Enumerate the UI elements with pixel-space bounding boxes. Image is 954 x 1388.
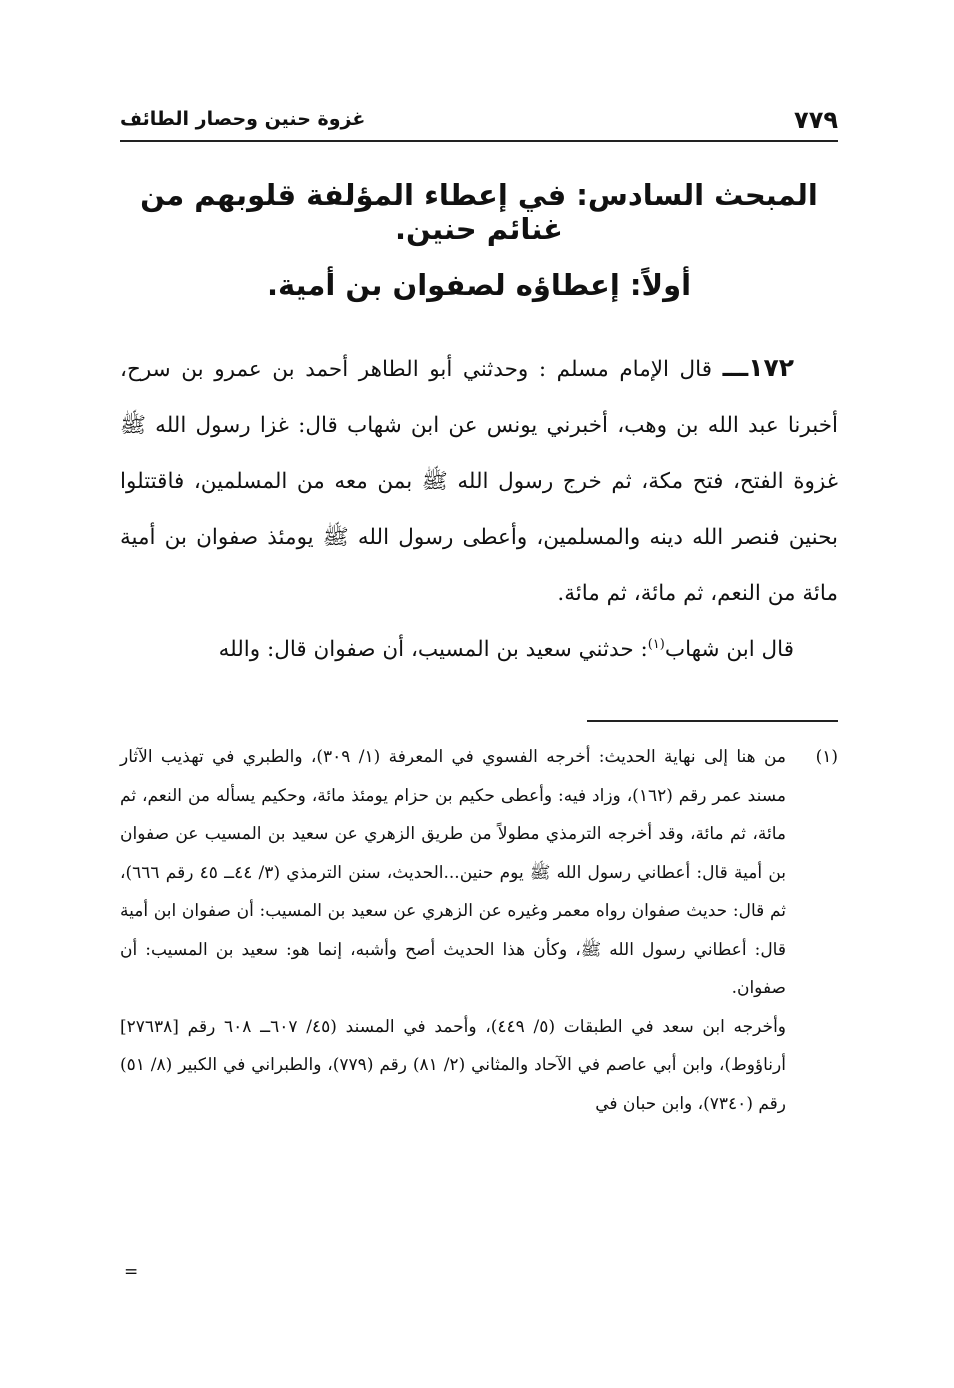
- subsection-heading: أولاً: إعطاؤه لصفوان بن أمية.: [266, 268, 692, 302]
- footnotes: [120, 738, 838, 1123]
- footnote-1-continued: وأخرجه ابن سعد في الطبقات (٥/ ٤٤٩)، وأحمد في المسند (٤٥/ ٦٠٧ــ ٦٠٨ رقم [٢٧٦٣٨] أرناؤوط)، وابن أبي عاصم في الآحاد والمثاني (٢/ ٨١) رقم (٧٧٩)، والطبراني في الكبير (٨/ ٥١) رقم (٧٣٤٠)، وابن حبان في: [120, 1016, 786, 1114]
- paragraph-2-start: قال ابن شهاب: [664, 637, 794, 662]
- footnote-1: [120, 738, 838, 1008]
- paragraph-1-text: قال الإمام مسلم : وحدثني أبو الطاهر أحمد بن عمرو بن سرح، أخبرنا عبد الله بن وهب، أخبرني يونس عن ابن شهاب قال: غزا رسول الله ﷺ غزوة الفتح، فتح مكة، ثم خرج رسول الله ﷺ بمن معه من المسلمين، فاقتتلوا بحنين فنصر الله دينه والمسلمين، وأعطى رسول الله ﷺ يومئذ صفوان بن أمية مائة من النعم، ثم مائة، ثم مائة.: [120, 357, 838, 606]
- footnote-divider: [587, 720, 838, 722]
- hadith-number: ١٧٢ـــ: [722, 353, 794, 382]
- section-heading: المبحث السادس: في إعطاء المؤلفة قلوبهم من غنائم حنين.: [140, 178, 818, 246]
- page-header: [120, 100, 838, 142]
- paragraph-2-end: : حدثني سعيد بن المسيب، أن صفوان قال: والله: [218, 637, 648, 662]
- page-number: ٧٧٩: [794, 106, 838, 134]
- footnote-reference[interactable]: (١): [647, 636, 665, 652]
- footnote-marker: (١): [815, 747, 838, 767]
- paragraph-1: [120, 340, 838, 622]
- running-title: غزوة حنين وحصار الطائف: [120, 108, 366, 130]
- main-text: [120, 340, 838, 678]
- footnote-1-text: من هنا إلى نهاية الحديث: أخرجه الفسوي في المعرفة (١/ ٣٠٩)، والطبري في تهذيب الآثار مسند عمر رقم (١٦٢)، وزاد فيه: وأعطى حكيم بن حزام يومئذ مائة، وحكيم يسأله من النعم، ثم مائة، ثم مائة، وقد أخرجه الترمذي مطولاً من طريق الزهري عن سعيد بن المسيب عن صفوان بن أمية قال: أعطاني رسول الله ﷺ يوم حنين...الحديث، سنن الترمذي (٣/ ٤٤ــ ٤٥ رقم ٦٦٦)، ثم قال: حديث صفوان رواه معمر وغيره عن الزهري عن سعيد بن المسيب: أن صفوان ابن أمية قال: أعطاني رسول الله ﷺ، وكأن هذا الحديث أصح وأشبه، إنما هو: سعيد بن المسيب: أن صفوان.: [120, 747, 787, 998]
- continuation-mark: =: [124, 1262, 139, 1282]
- paragraph-2: [120, 622, 838, 678]
